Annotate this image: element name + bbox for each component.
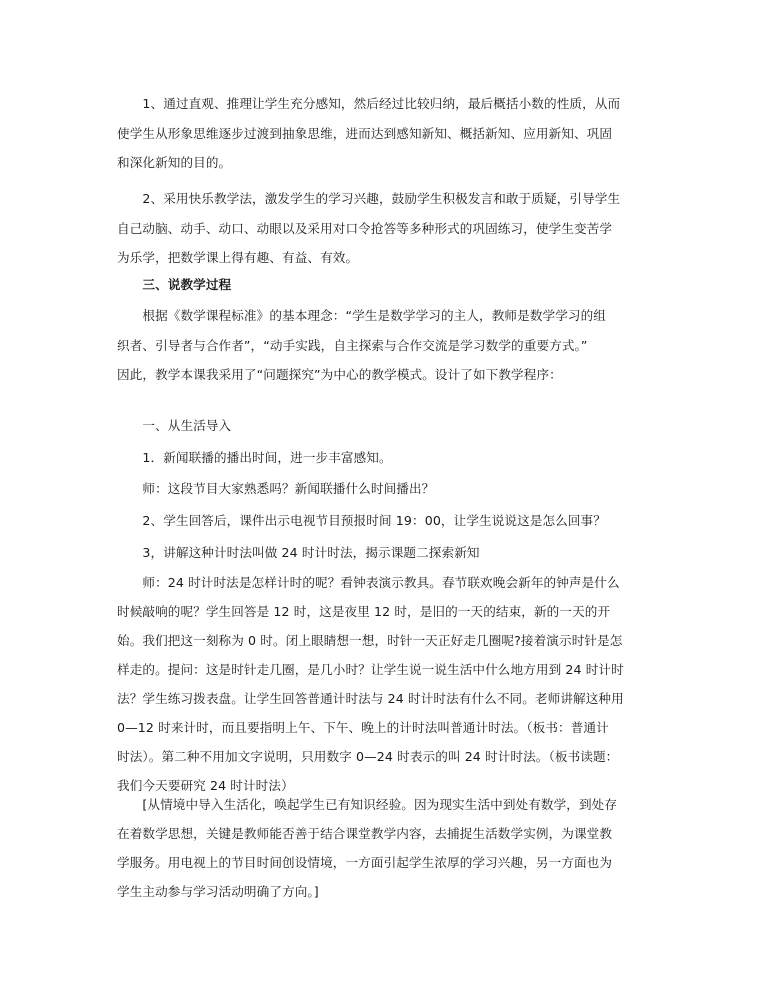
text-line: 始。我们把这一刻称为 0 时。闭上眼睛想一想，时针一天正好走几圈呢?接着演示时针是怎 [117, 633, 623, 648]
text-line: 和深化新知的目的。 [117, 155, 232, 170]
text-line: 样走的。提问：这是时针走几圈，是几小时？让学生说一说生活中什么地方用到 24 时计时 [117, 662, 624, 677]
text-line: 1、通过直观、推理让学生充分感知，然后经过比较归纳，最后概括小数的性质，从而 [117, 96, 621, 111]
section-heading-text: 三、说教学过程 [117, 277, 232, 292]
paragraph-teaching-philosophy [117, 301, 657, 390]
text-line: 为乐学，把数学课上得有趣、有益、有效。 [117, 250, 359, 265]
text-line: 学服务。用电视上的节目时间创设情境，一方面引起学生浓厚的学习兴趣，另一方面也为 [117, 855, 613, 870]
text-line: [从情境中导入生活化，唤起学生已有知识经验。因为现实生活中到处有数学，到处存 [117, 797, 618, 812]
text-line: 师：这段节目大家熟悉吗？新闻联播什么时间播出？ [117, 481, 435, 496]
text-line: 自己动脑、动手、动口、动眼以及采用对口令抢答等多种形式的巩固练习，使学生变苦学 [117, 220, 613, 236]
text-line: 时法）。第二种不用加文字说明，只用数字 0—24 时表示的叫 24 时计时法。（板书读题： [117, 749, 619, 764]
text-line: 一、从生活导入 [117, 418, 232, 433]
text-line: 根据《数学课程标准》的基本理念：“学生是数学学习的主人，教师是数学学习的组 [117, 308, 606, 323]
text-line: 因此，教学本课我采用了“问题探究”为中心的教学模式。设计了如下教学程序： [117, 367, 562, 382]
text-line: 3，讲解这种计时法叫做 24 时计时法，揭示课题二探索新知 [117, 545, 480, 560]
step-three [117, 538, 657, 568]
step-one [117, 443, 657, 473]
text-line: 在着数学思想，关键是教师能否善于结合课堂教学内容，去捕捉生活数学实例，为课堂教 [117, 826, 613, 841]
text-line: 2、学生回答后，课件出示电视节目预报时间 19：00，让学生说说这是怎么回事？ [117, 513, 606, 528]
text-line: 我们今天要研究 24 时计时法） [117, 778, 294, 793]
step-intro [117, 411, 657, 441]
text-line: 1．新闻联播的播出时间，进一步丰富感知。 [117, 450, 392, 465]
paragraph-24-hour-explanation [117, 568, 657, 800]
text-line: 0—12 时来计时，而且要指明上午、下午、晚上的计时法叫普通计时法。（板书：普通计 [117, 720, 609, 735]
paragraph-teaching-goals [117, 89, 657, 178]
section-heading [117, 270, 657, 300]
text-line: 时候敲响的呢？学生回答是 12 时，这是夜里 12 时，是旧的一天的结束，新的一天的开 [117, 604, 611, 619]
paragraph-teaching-methods [117, 184, 657, 273]
text-line: 师：24 时计时法是怎样计时的呢？看钟表演示教具。春节联欢晚会新年的钟声是什么 [117, 575, 620, 590]
text-line: 使学生从形象思维逐步过渡到抽象思维，进而达到感知新知、概括新知、应用新知、巩固 [117, 125, 613, 141]
teacher-question [117, 474, 657, 504]
text-line: 学生主动参与学习活动明确了方向。] [117, 884, 319, 899]
text-line: 2、采用快乐教学法，激发学生的学习兴趣，鼓励学生积极发言和敢于质疑，引导学生 [117, 191, 621, 206]
text-line: 织者、引导者与合作者”，“动手实践，自主探索与合作交流是学习数学的重要方式。” [117, 337, 588, 353]
step-two [117, 506, 657, 536]
text-line: 法？学生练习拨表盘。让学生回答普通计时法与 24 时计时法有什么不同。老师讲解这种用 [117, 691, 624, 706]
paragraph-design-rationale [117, 790, 657, 906]
